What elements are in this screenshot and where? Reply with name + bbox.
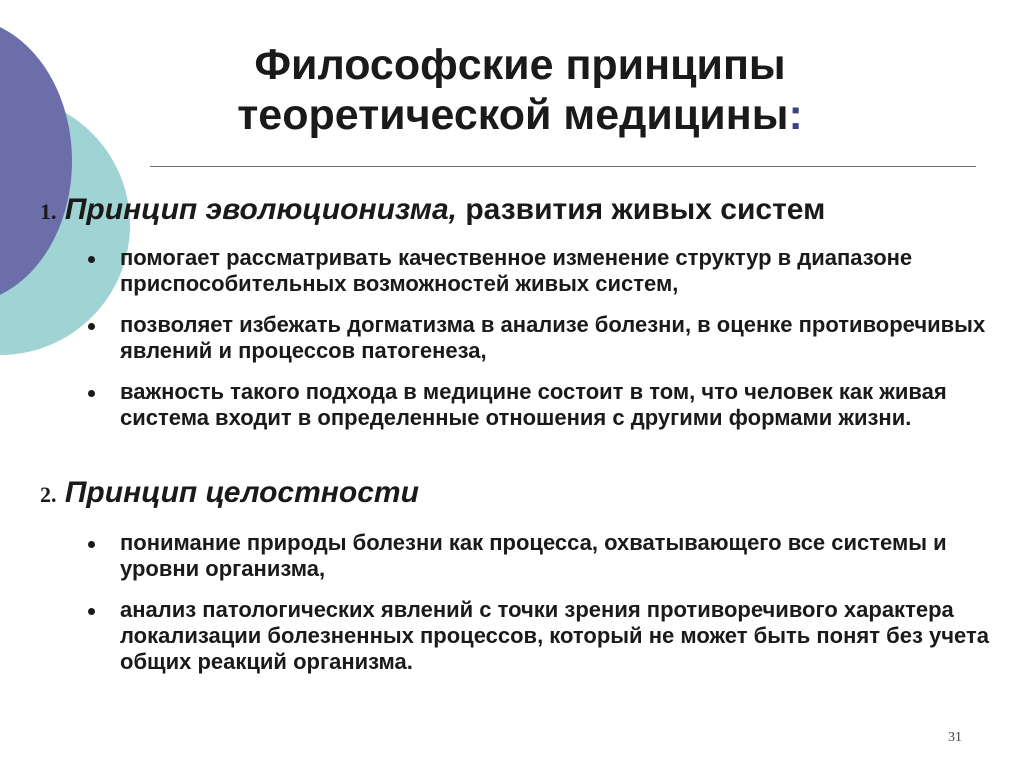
title-line-2 [130, 90, 910, 140]
list-item [88, 379, 988, 431]
list-item [88, 245, 988, 297]
section-title-rest-1: развития живых систем [457, 193, 826, 226]
section-title-italic-1: Принцип эволюционизма, [64, 193, 458, 226]
bullet-icon [88, 390, 95, 397]
list-item [88, 597, 998, 675]
bullet-icon [88, 541, 95, 548]
section-number-2: 2. [40, 482, 57, 507]
title-colon: : [788, 91, 803, 139]
section-heading-2 [40, 476, 419, 510]
bullet-icon [88, 256, 95, 263]
list-item-text: понимание природы болезни как процесса, охватывающего все системы и уровни организма, [120, 530, 947, 581]
title-line-2-text: теоретической медицины [237, 91, 789, 139]
list-item-text: важность такого подхода в медицине состоит в том, что человек как живая система входит в определенные отношения с другими формами жизни. [120, 379, 947, 430]
slide-title [130, 40, 910, 140]
bullet-icon [88, 608, 95, 615]
list-item-text: позволяет избежать догматизма в анализе болезни, в оценке противоречивых явлений и процессов патогенеза, [120, 312, 986, 363]
list-item [88, 530, 998, 582]
section-heading-1 [40, 193, 825, 227]
title-line-1: Философские принципы [254, 41, 786, 89]
list-item [88, 312, 988, 364]
list-item-text: помогает рассматривать качественное изменение структур в диапазоне приспособительных возможностей живых систем, [120, 245, 913, 296]
bullet-list-1 [88, 245, 988, 446]
title-divider [150, 166, 976, 167]
section-number-1: 1. [40, 199, 57, 224]
bullet-list-2 [88, 530, 998, 690]
list-item-text: анализ патологических явлений с точки зрения противоречивого характера локализации болезненных процессов, который не может быть понят без учета общих реакций организма. [120, 597, 989, 674]
page-number: 31 [948, 730, 962, 745]
bullet-icon [88, 323, 95, 330]
section-title-italic-2: Принцип целостности [64, 476, 419, 509]
